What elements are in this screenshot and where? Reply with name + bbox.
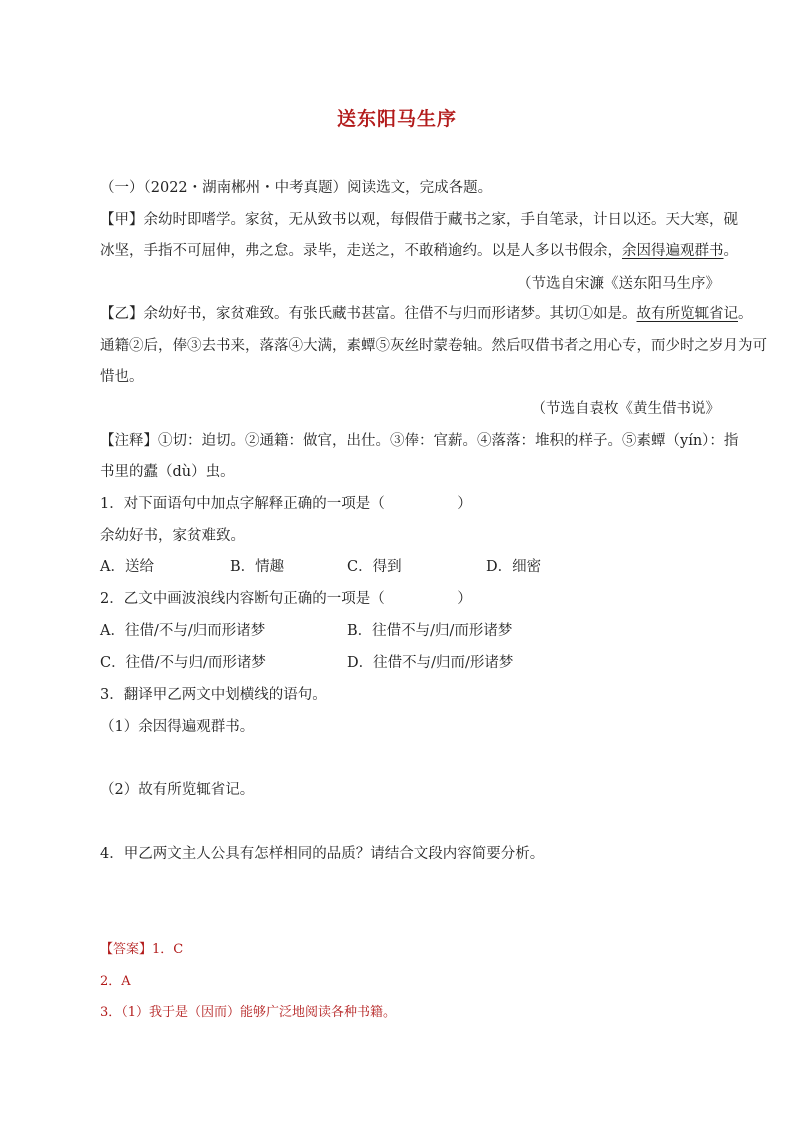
question-1-sentence: 余幼好书，家贫难致。 xyxy=(100,528,245,544)
answer-3: 3．（1）我于是（因而）能够广泛地阅读各种书籍。 xyxy=(100,1005,397,1020)
notes-line1: 【注释】①切：迫切。②通籍：做官，出仕。③俸：官薪。④落落：堆积的样子。⑤素蟫（yín）：指 xyxy=(100,433,739,449)
option-d[interactable]: D．往借不与/归而/形诸梦 xyxy=(347,655,514,671)
option-c[interactable]: C．得到 xyxy=(347,559,402,575)
passage-jia-label: 【甲】 xyxy=(100,212,144,228)
answer-1: 1．C xyxy=(152,942,184,957)
option-b[interactable]: B．往借不与/归/而形诸梦 xyxy=(347,623,513,639)
question-1-stem: 1．对下面语句中加点字解释正确的一项是（ ） xyxy=(100,496,472,512)
option-a[interactable]: A．往借/不与/归而形诸梦 xyxy=(100,623,266,639)
option-d[interactable]: D．细密 xyxy=(486,559,542,575)
passage-jia-line1 xyxy=(100,210,738,230)
option-c[interactable]: C．往借/不与归/而形诸梦 xyxy=(100,655,266,671)
passage-jia-text2: 冰坚，手指不可屈伸，弗之怠。录毕，走送之，不敢稍逾约。以是人多以书假余， xyxy=(100,243,622,259)
notes-line2: 书里的蠹（dù）虫。 xyxy=(100,464,235,480)
passage-yi-line2: 通籍②后，俸③去书来，落落④大满，素蟫⑤灰丝时蒙卷轴。然后叹借书者之用心专，而少时之岁月为可 xyxy=(100,338,767,354)
option-a[interactable]: A．送给 xyxy=(100,559,154,575)
passage-yi-line1 xyxy=(100,304,753,324)
passage-yi-source: （节选自袁枚《黄生借书说》 xyxy=(531,401,720,417)
underlined-sentence-yi: 故有所览辄省记 xyxy=(636,306,738,322)
answer-line1 xyxy=(100,940,720,960)
passage-yi-label: 【乙】 xyxy=(100,306,144,322)
answer-label: 【答案】 xyxy=(100,942,153,957)
page-title: 送东阳马生序 xyxy=(336,108,457,130)
passage-yi-text1: 余幼好书，家贫难致。有张氏藏书甚富。往借不与归而形诸梦。其切①如是。 xyxy=(143,306,637,322)
passage-jia-text1: 余幼时即嗜学。家贫，无从致书以观，每假借于藏书之家，手自笔录，计日以还。天大寒，砚 xyxy=(143,212,738,228)
passage-jia-line2 xyxy=(100,241,738,261)
option-b[interactable]: B．情趣 xyxy=(230,559,285,575)
question-4-stem: 4．甲乙两文主人公具有怎样相同的品质？请结合文段内容简要分析。 xyxy=(100,846,545,862)
answer-2: 2．A xyxy=(100,974,131,989)
question-3-sub1: （1）余因得遍观群书。 xyxy=(100,719,255,735)
question-2-stem: 2．乙文中画波浪线内容断句正确的一项是（ ） xyxy=(100,591,472,607)
question-3-stem: 3．翻译甲乙两文中划横线的语句。 xyxy=(100,687,327,703)
passage-jia-source: （节选自宋濂《送东阳马生序》 xyxy=(517,276,720,292)
question-3-sub2: （2）故有所览辄省记。 xyxy=(100,782,255,798)
underlined-sentence-jia: 余因得遍观群书 xyxy=(622,243,724,259)
question-intro: （一）（2022・湖南郴州・中考真题）阅读选文，完成各题。 xyxy=(100,180,493,196)
passage-yi-line3: 惜也。 xyxy=(100,369,144,385)
punct: 。 xyxy=(738,306,753,322)
punct: 。 xyxy=(723,243,738,259)
